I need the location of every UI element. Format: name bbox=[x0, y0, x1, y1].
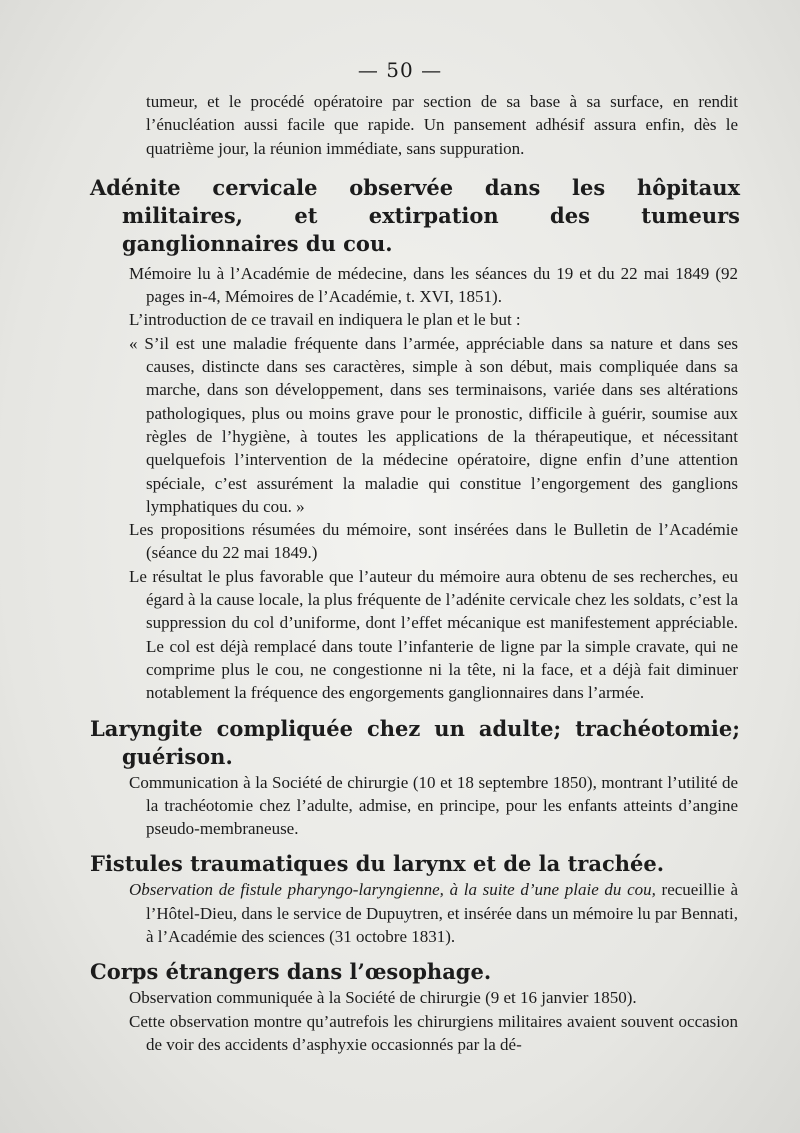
section1-paragraph-5: Le résultat le plus favorable que l’auteur du mémoire aura obtenu de ses recherches, eu égard à la cause locale, la plus fréquente de l’adénite cervicale chez les soldats, c’est la suppression du col d’uniforme, dont l’effet mécanique est manifestement appréciable. Le col est déjà remplacé dans toute l’infanterie de ligne par la simple cravate, qui ne comprime plus le cou, ne congestionne ni la tête, ni la face, et a déjà fait diminuer notablement la fréquence des engorgements ganglionnaires dans l’armée. bbox=[129, 566, 738, 703]
section1-paragraph-4: Les propositions résumées du mémoire, sont insérées dans le Bulletin de l’Académie (séance du 22 mai 1849.) bbox=[129, 520, 738, 563]
section3-heading: Fistules traumatiques du larynx et de la trachée. bbox=[90, 851, 665, 877]
section2-paragraph-1: Communication à la Société de chirurgie (10 et 18 septembre 1850), montrant l’utilité de la trachéotomie chez l’adulte, admise, en principe, pour les enfants atteints d’angine pseudo-membraneuse. bbox=[129, 772, 738, 839]
section2-heading: Laryngite compliquée chez un adulte; trachéotomie; guérison. bbox=[90, 715, 740, 769]
section4-heading: Corps étrangers dans l’œsophage. bbox=[90, 959, 492, 985]
section4-paragraph-1: Observation communiquée à la Société de chirurgie (9 et 16 janvier 1850). bbox=[129, 988, 637, 1008]
section3-italic-title: Observation de fistule pharyngo-laryngienne, à la suite d’une plaie du cou, bbox=[129, 880, 656, 900]
section1-paragraph-2: L’introduction de ce travail en indiquera le plan et le but : bbox=[129, 310, 521, 330]
section1-heading: Adénite cervicale observée dans les hôpitaux militaires, et extirpation des tumeurs ganglionnaires du cou. bbox=[90, 174, 740, 256]
section1-quote: « S’il est une maladie fréquente dans l’armée, appréciable dans sa nature et dans ses causes, distincte dans ses caractères, simple à son début, mais compliquée dans sa marche, dans son développement, dans ses terminaisons, variée dans ses altérations pathologiques, plus ou moins grave pour le pronostic, difficile à guérir, soumise aux règles de l’hygiène, à toutes les applications de la thérapeutique, et nécessitant quelquefois l’intervention de la médecine opératoire, digne enfin d’une attention spéciale, c’est assurément la maladie qui constitue l’engorgement des ganglions lymphatiques du cou. » bbox=[129, 333, 738, 516]
section3-paragraph-1 bbox=[129, 878, 738, 948]
section3-paragraph-rest: recueillie à l’Hôtel-Dieu, dans le service de Dupuytren, et insérée dans un mémoire lu par Bennati, à l’Académie des sciences (31 octobre 1831). bbox=[146, 880, 738, 947]
section4-paragraph-2: Cette observation montre qu’autrefois les chirurgiens militaires avaient souvent occasion de voir des accidents d’asphyxie occasionnés par la dé- bbox=[129, 1011, 738, 1054]
intro-paragraph: tumeur, et le procédé opératoire par section de sa base à sa surface, en rendit l’énucléation aussi facile que rapide. Un pansement adhésif assura enfin, dès le quatrième jour, la réunion immédiate, sans suppuration. bbox=[146, 92, 738, 158]
page-content bbox=[0, 90, 800, 1056]
page-number: — 50 — bbox=[357, 58, 443, 82]
section1-paragraph-1: Mémoire lu à l’Académie de médecine, dans les séances du 19 et du 22 mai 1849 (92 pages in-4, Mémoires de l’Académie, t. XVI, 1851). bbox=[129, 263, 738, 307]
